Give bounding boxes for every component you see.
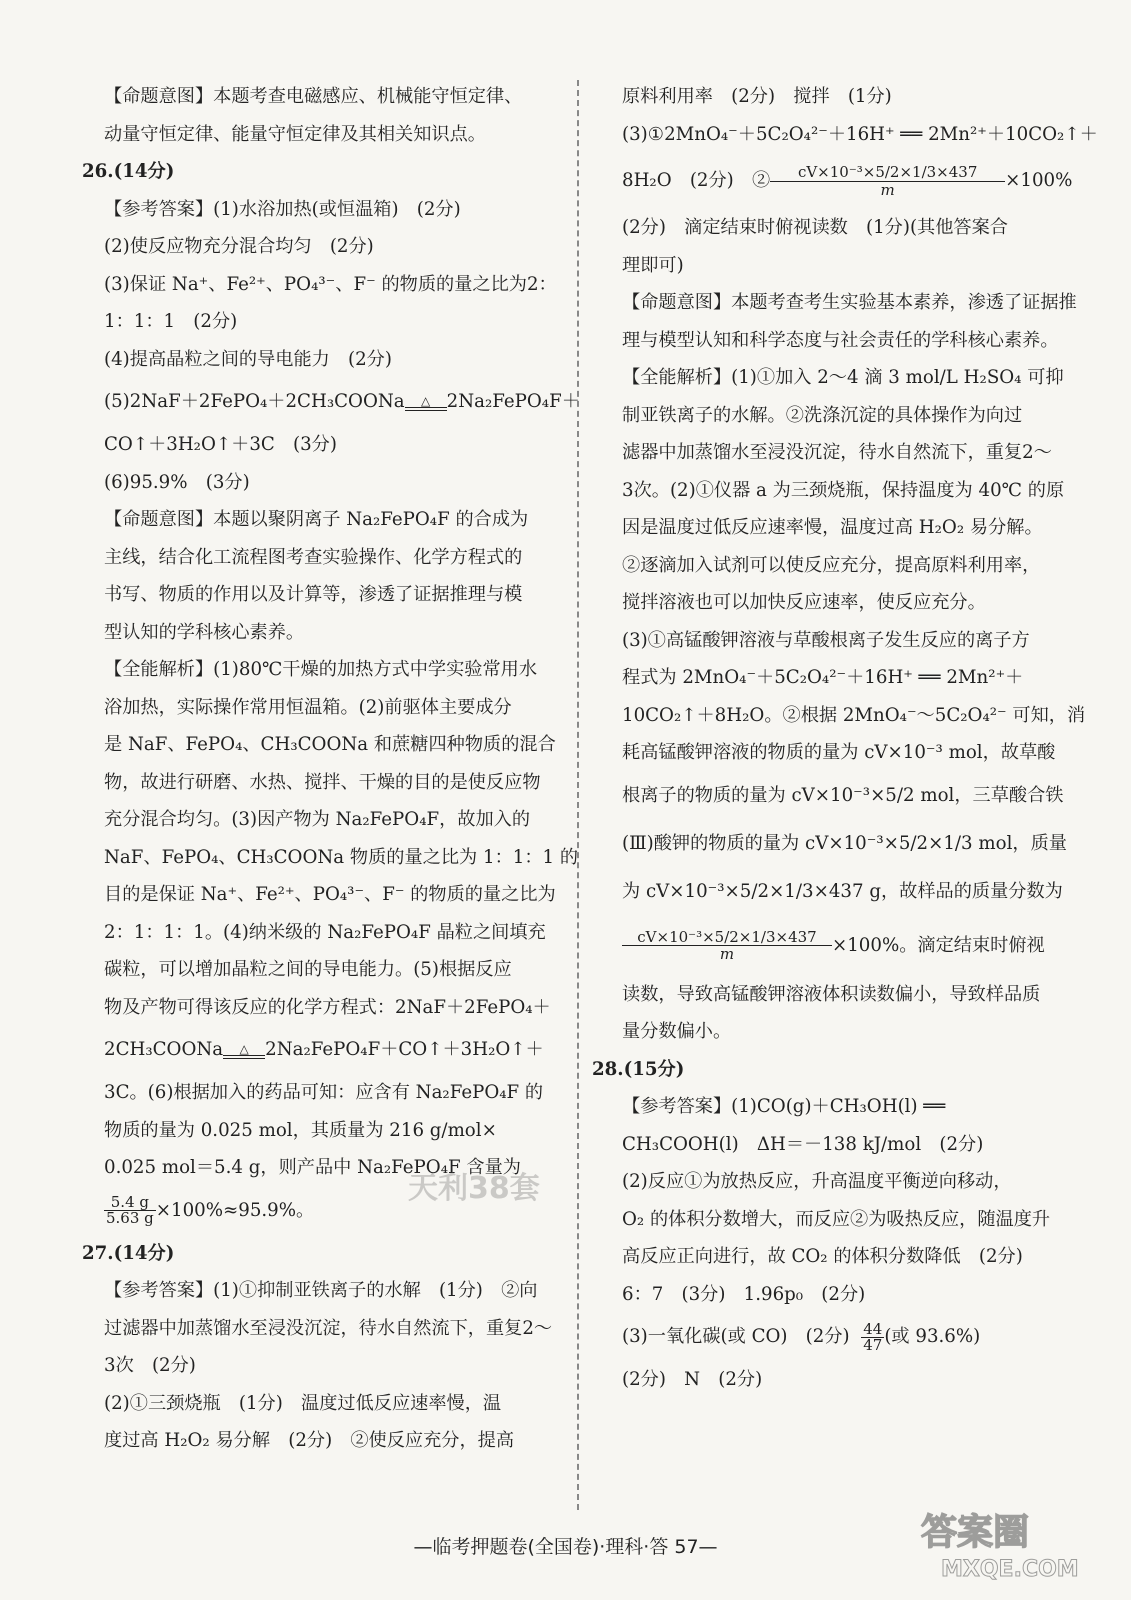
analysis-text: 浴加热，实际操作常用恒温箱。(2)前驱体主要成分: [104, 696, 512, 718]
fraction-prefix: (3)一氧化碳(或 CO) (2分): [622, 1326, 850, 1347]
site-logo: [911, 1500, 1111, 1582]
fraction-line: [622, 153, 1073, 209]
analysis-text: 滤器中加蒸馏水至浸没沉淀，待水自然流下，重复2～: [622, 442, 1052, 463]
analysis-text: 充分混合均匀。(3)因产物为 Na₂FePO₄F，故加入的: [104, 809, 531, 830]
analysis-text: (Ⅲ)酸钾的物质的量为 cV×10⁻³×5/2×1/3 mol，质量: [622, 832, 1067, 854]
column-divider: [577, 80, 579, 1510]
analysis-text: 物质的量为 0.025 mol，其质量为 216 g/mol×: [104, 1119, 497, 1141]
analysis-text: 搅拌溶液也可以加快反应速率，使反应充分。: [622, 592, 986, 613]
fraction-denominator: 5.63 g: [106, 1209, 154, 1227]
fraction-numerator: 5.4 g: [104, 1195, 156, 1211]
answer-line: O₂ 的体积分数增大，而反应②为吸热反应，随温度升: [622, 1208, 1051, 1230]
fraction-line: [622, 1313, 1062, 1361]
answer-line: 【参考答案】(1)①抑制亚铁离子的水解 (1分) ②向: [104, 1280, 538, 1301]
answer-line: 高反应正向进行，故 CO₂ 的体积分数降低 (2分): [622, 1246, 1023, 1267]
fraction-suffix: ×100%。滴定结束时俯视: [832, 934, 1045, 956]
answer-line: (3)保证 Na⁺、Fe²⁺、PO₄³⁻、F⁻ 的物质的量之比为2：: [104, 273, 557, 295]
answer-line: CO↑＋3H₂O↑＋3C (3分): [104, 434, 337, 455]
analysis-text: 0.025 mol＝5.4 g，则产品中 Na₂FePO₄F 含量为: [104, 1157, 521, 1178]
fraction-numerator: 44: [863, 1319, 883, 1338]
analysis-text: 读数，导致高锰酸钾溶液体积读数偏小，导致样品质: [622, 983, 1041, 1005]
answer-line: (3)①2MnO₄⁻＋5C₂O₄²⁻＋16H⁺ ══ 2Mn²⁺＋10CO₂↑＋: [622, 123, 1098, 145]
analysis-text: 目的是保证 Na⁺、Fe²⁺、PO₄³⁻、F⁻ 的物质的量之比为: [104, 884, 556, 905]
fraction-numerator: cV×10⁻³×5/2×1/3×437: [770, 164, 1005, 182]
analysis-text: 3次。(2)①仪器 a 为三颈烧瓶，保持温度为 40℃ 的原: [622, 479, 1065, 501]
intent-text: 主线，结合化工流程图考查实验操作、化学方程式的: [104, 546, 523, 568]
fraction: [861, 1319, 884, 1354]
intent-text: 【命题意图】本题以聚阴离子 Na₂FePO₄F 的合成为: [104, 509, 529, 530]
answer-line: 【参考答案】(1)CO(g)＋CH₃OH(l) ══: [622, 1096, 946, 1117]
analysis-text: 是 NaF、FePO₄、CH₃COONa 和蔗糖四种物质的混合: [104, 734, 556, 755]
analysis-text: 耗高锰酸钾溶液的物质的量为 cV×10⁻³ mol，故草酸: [622, 742, 1056, 763]
analysis-text: 物及产物可得该反应的化学方程式：2NaF＋2FePO₄＋: [104, 996, 551, 1018]
answer-line: (2)①三颈烧瓶 (1分) 温度过低反应速率慢，温: [104, 1392, 502, 1414]
fraction-line: [622, 916, 1062, 976]
answer-line: (2分) N (2分): [622, 1369, 763, 1390]
analysis-text: NaF、FePO₄、CH₃COONa 物质的量之比为 1：1：1 的: [104, 846, 579, 868]
intent-text: 型认知的学科核心素养。: [104, 621, 305, 643]
answer-line: 原料利用率 (2分) 搅拌 (1分): [622, 86, 892, 107]
equation-line: [82, 378, 580, 426]
fraction-prefix: 8H₂O (2分) ②: [622, 170, 771, 191]
equation-right: 2Na₂FePO₄F＋CO↑＋3H₂O↑＋: [265, 1039, 544, 1060]
analysis-text: (3)①高锰酸钾溶液与草酸根离子发生反应的离子方: [622, 629, 1030, 651]
analysis-text: 量分数偏小。: [622, 1021, 732, 1042]
intent-text: 理与模型认知和科学态度与社会责任的学科核心素养。: [622, 329, 1059, 351]
answer-line: (6)95.9% (3分): [104, 471, 250, 493]
fraction-suffix: ×100%: [1005, 170, 1073, 191]
fraction: [770, 164, 1005, 198]
answer-line: (2)使反应物充分混合均匀 (2分): [104, 236, 374, 257]
intent-text: 动量守恒定律、能量守恒定律及其相关知识点。: [104, 123, 486, 145]
fraction: [622, 929, 832, 963]
heat-arrow: △: [223, 1043, 265, 1059]
answer-line: 理即可): [622, 254, 684, 276]
watermark-logo: [408, 1138, 578, 1258]
site-logo-icon: [911, 1500, 1111, 1582]
equation-line: [82, 1026, 552, 1074]
analysis-text: 为 cV×10⁻³×5/2×1/3×437 g，故样品的质量分数为: [622, 880, 1063, 902]
intent-text: 【命题意图】本题考查电磁感应、机械能守恒定律、: [104, 86, 523, 107]
answer-line: 过滤器中加蒸馏水至浸没沉淀，待水自然流下，重复2～: [104, 1317, 553, 1339]
answer-line: (2)反应①为放热反应，升高温度平衡逆向移动，: [622, 1171, 1012, 1192]
fraction-suffix: ×100%≈95.9%。: [155, 1199, 315, 1221]
analysis-text: ②逐滴加入试剂可以使反应充分，提高原料利用率，: [622, 554, 1041, 576]
analysis-text: 制亚铁离子的水解。②洗涤沉淀的具体操作为向过: [622, 404, 1023, 426]
fraction-denominator: m: [880, 180, 895, 199]
analysis-text: 物，故进行研磨、水热、搅拌、干燥的目的是使反应物: [104, 771, 541, 793]
analysis-text: 根离子的物质的量为 cV×10⁻³×5/2 mol，三草酸合铁: [622, 784, 1064, 806]
fraction-numerator: cV×10⁻³×5/2×1/3×437: [622, 929, 832, 947]
question-number: 27.(14分): [82, 1242, 175, 1264]
equation-right: 2Na₂FePO₄F＋: [446, 391, 580, 412]
watermark-icon: [408, 1138, 578, 1258]
equation-left: (5)2NaF＋2FePO₄＋2CH₃COONa: [104, 391, 405, 412]
answer-line: 3次 (2分): [104, 1355, 196, 1376]
intent-text: 书写、物质的作用以及计算等，渗透了证据推理与模: [104, 584, 523, 605]
question-number: 26.(14分): [82, 161, 175, 182]
site-logo-url: MXQE.COM: [941, 1557, 1079, 1582]
heat-arrow: △: [405, 395, 447, 411]
answer-line: 6：7 (3分) 1.96p₀ (2分): [622, 1283, 866, 1305]
analysis-text: 【全能解析】(1)①加入 2～4 滴 3 mol/L H₂SO₄ 可抑: [622, 367, 1064, 388]
equation-left: 2CH₃COONa: [104, 1039, 224, 1060]
fraction-denominator: m: [719, 945, 735, 963]
answer-line: (2分) 滴定结束时俯视读数 (1分)(其他答案合: [622, 217, 1008, 238]
fraction-denominator: 47: [863, 1335, 883, 1354]
analysis-text: 程式为 2MnO₄⁻＋5C₂O₄²⁻＋16H⁺ ══ 2Mn²⁺＋: [622, 667, 1024, 688]
analysis-text: 【全能解析】(1)80℃干燥的加热方式中学实验常用水: [104, 659, 538, 680]
answer-line: (4)提高晶粒之间的导电能力 (2分): [104, 348, 392, 370]
fraction: [104, 1195, 156, 1226]
answer-line: 度过高 H₂O₂ 易分解 (2分) ②使反应充分，提高: [104, 1430, 515, 1451]
answer-line: CH₃COOH(l) ΔH＝－138 kJ/mol (2分): [622, 1133, 984, 1155]
site-logo-text: 答案圈: [921, 1512, 1030, 1553]
analysis-text: 因是温度过低反应速率慢，温度过高 H₂O₂ 易分解。: [622, 517, 1043, 538]
right-column: [592, 78, 1098, 1399]
watermark-text: 天利38套: [408, 1171, 540, 1206]
question-number: 28.(15分): [592, 1058, 685, 1080]
analysis-text: 2：1：1：1。(4)纳米级的 Na₂FePO₄F 晶粒之间填充: [104, 921, 546, 943]
analysis-text: 10CO₂↑＋8H₂O。②根据 2MnO₄⁻～5C₂O₄²⁻ 可知，消: [622, 704, 1086, 726]
fraction-suffix: (或 93.6%): [884, 1326, 981, 1347]
answer-line: 1：1：1 (2分): [104, 311, 238, 332]
page-footer: —临考押题卷(全国卷)·理科·答 57—: [413, 1536, 718, 1558]
intent-text: 【命题意图】本题考查考生实验基本素养，渗透了证据推: [622, 292, 1077, 313]
analysis-text: 碳粒，可以增加晶粒之间的导电能力。(5)根据反应: [104, 959, 512, 980]
answer-line: 【参考答案】(1)水浴加热(或恒温箱) (2分): [104, 198, 461, 220]
analysis-text: 3C。(6)根据加入的药品可知：应含有 Na₂FePO₄F 的: [104, 1082, 544, 1103]
